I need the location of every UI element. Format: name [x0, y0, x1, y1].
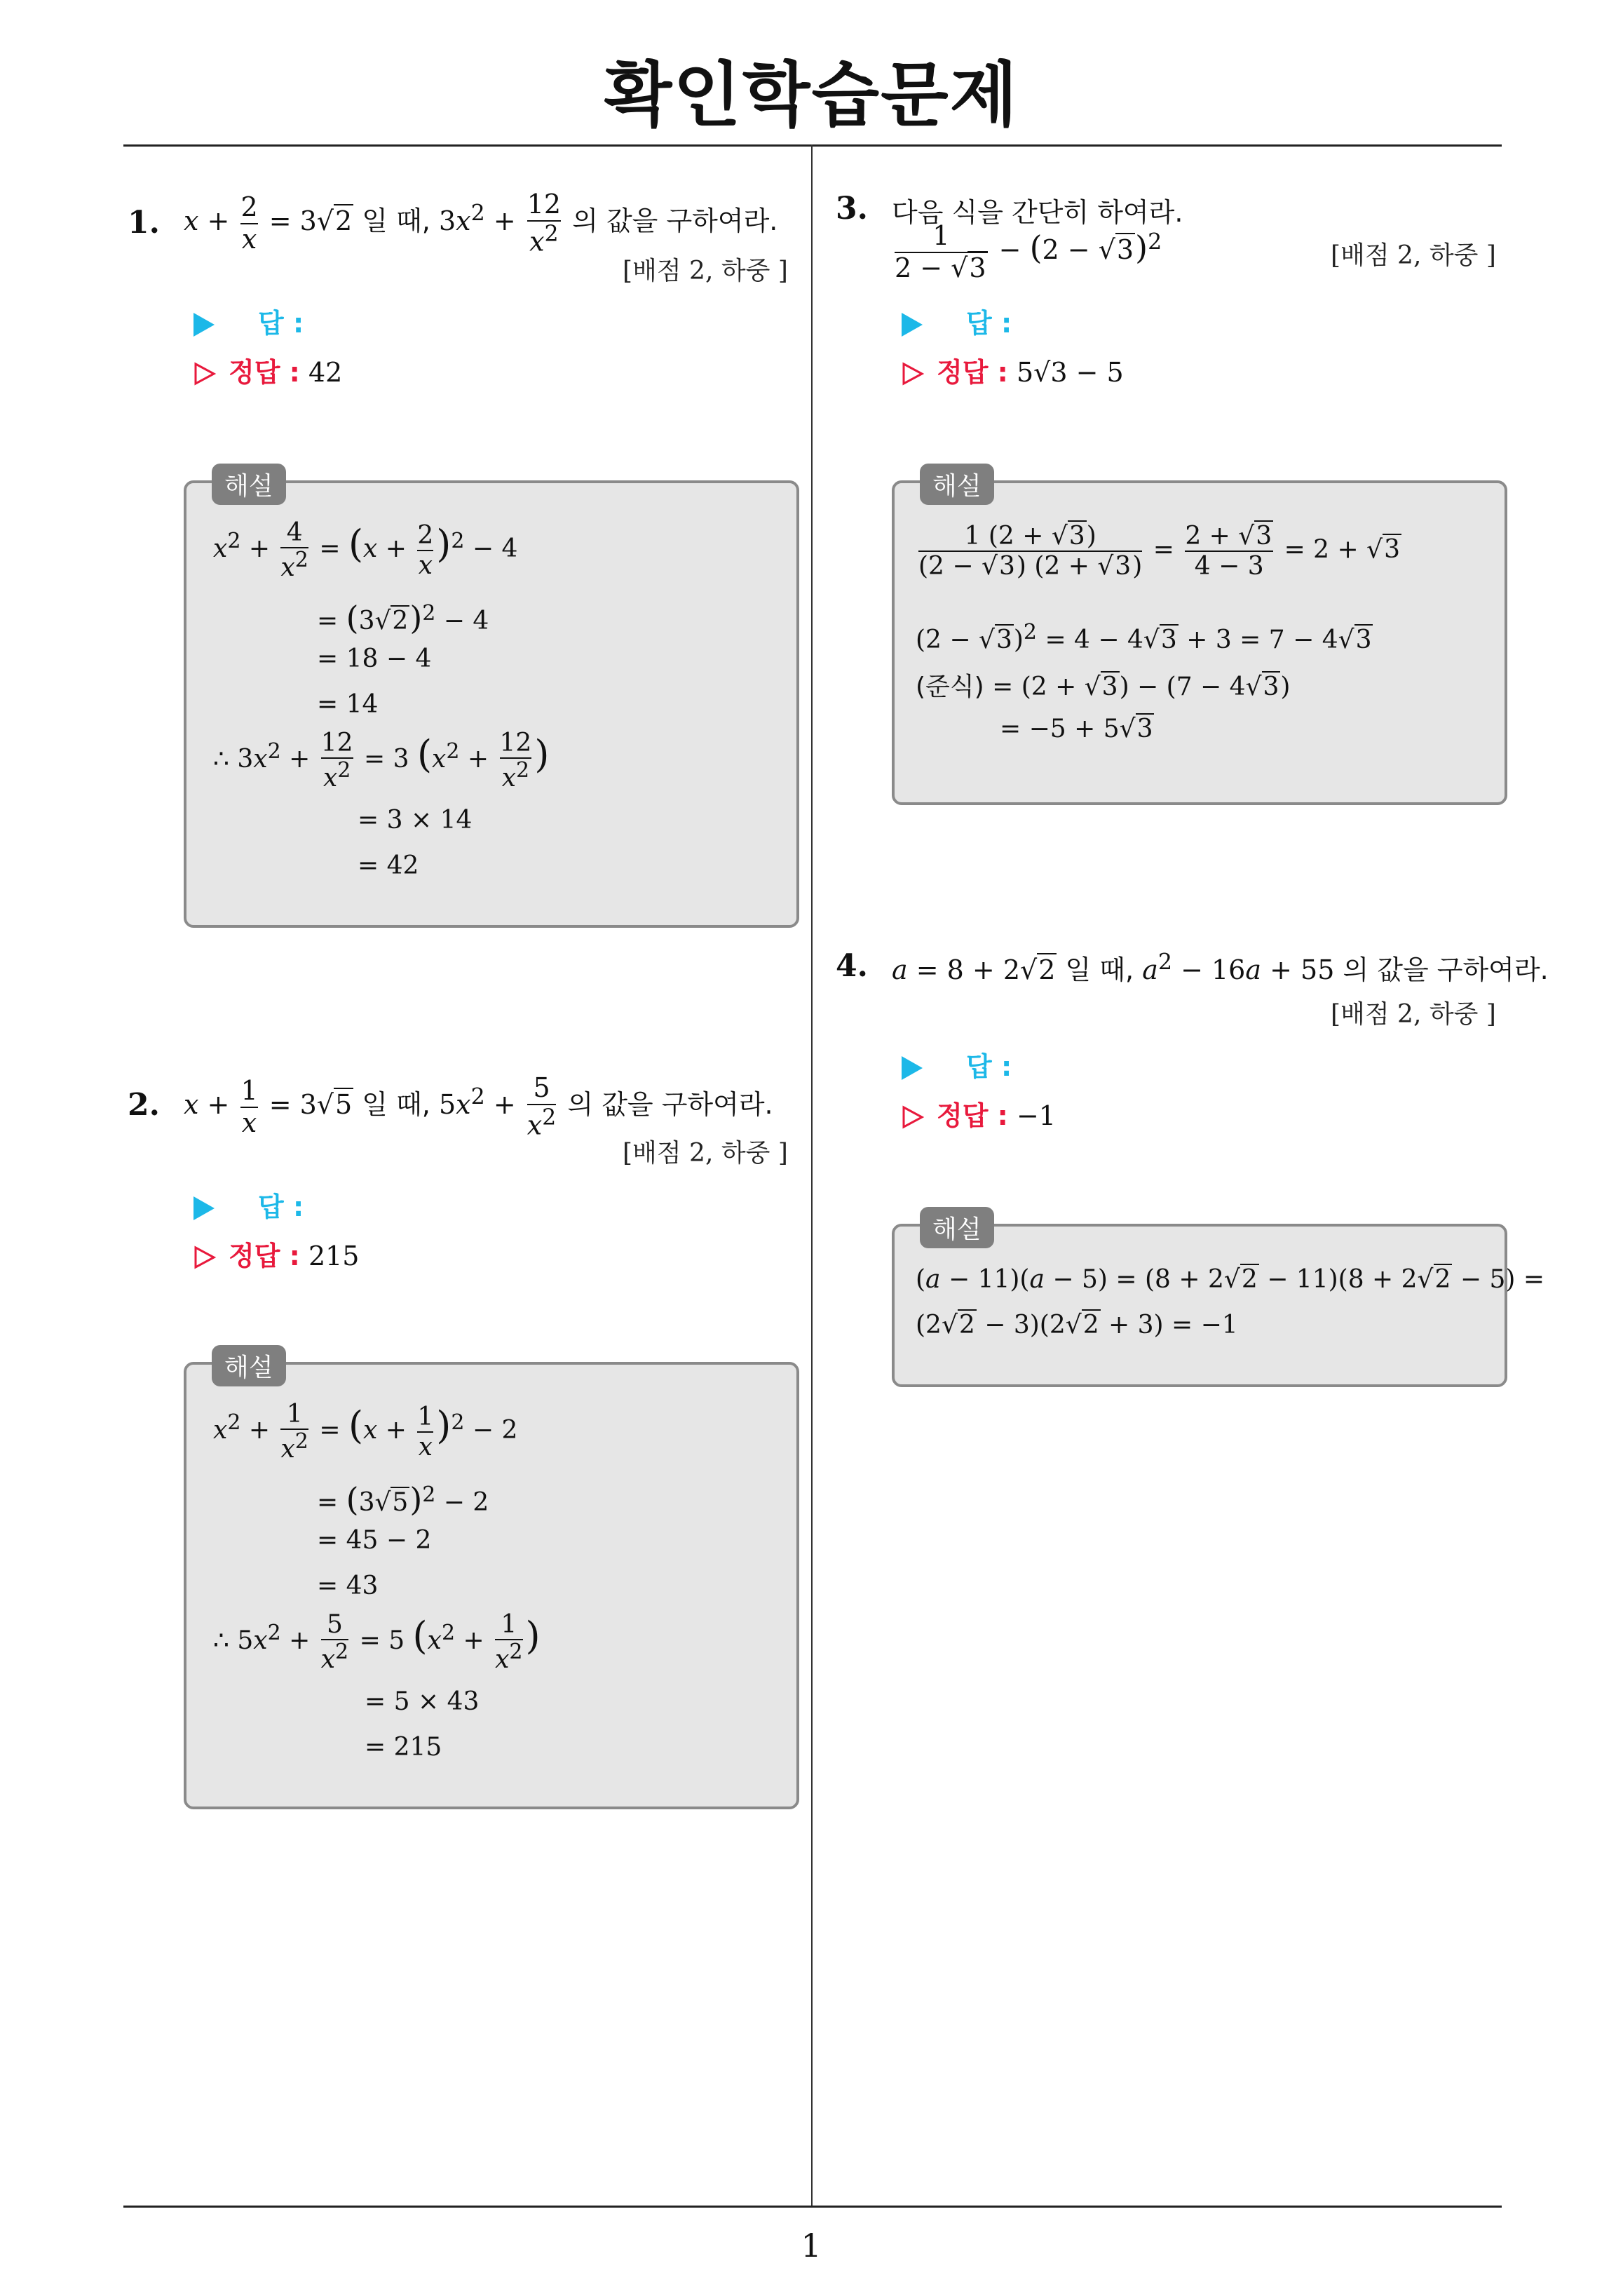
column-divider: [811, 144, 813, 2206]
correct-answer-row: [193, 1234, 359, 1273]
page-title: 확인학습문제: [604, 54, 1019, 136]
correct-label: 정답 :: [937, 1100, 1008, 1131]
correct-label: 정답 :: [229, 357, 300, 388]
question-suffix: 의 값을 구하여라.: [1343, 954, 1549, 985]
play-icon: [193, 313, 215, 337]
score-info: [배점 2, 하중 ]: [623, 1139, 788, 1168]
play-outline-icon: [193, 362, 216, 386]
solution-line: $(2 - √3)^2 = 4 - 4√3 + 3 = 7 - 4√3$: [916, 620, 1372, 654]
solution-line: = $(3√5)^2 - 2$: [317, 1480, 489, 1518]
question-suffix: 의 값을 구하여라.: [567, 1089, 773, 1121]
solution-line: = 18 − 4: [317, 644, 432, 673]
solution-tag: 해설: [212, 1345, 286, 1386]
solution-box: [184, 1353, 799, 1809]
solution-line: (a − 11)(a − 5) = (8 + 2√2 − 11)(8 + 2√2 − 5) =: [916, 1265, 1545, 1294]
page-number: 1: [801, 2227, 822, 2264]
solution-line: (준식) = (2 + √3) − (7 − 4√3): [916, 673, 1291, 701]
problem-number: 2.: [128, 1087, 160, 1123]
correct-answer-row: [193, 351, 342, 389]
problem-2-question: x + $\frac{1}{x}$ = 3√5 일 때, $5x^2$ + $\frac{5}{x^2}$ 의 값을 구하여라.: [184, 1072, 773, 1141]
answer-label: 답 :: [258, 308, 304, 339]
play-icon: [902, 313, 923, 337]
solution-line: ∴ $3x^2$ + $\frac{12}{x^2}$ = 3 ($x^2$ + $\frac{12}{x^2}$ ): [213, 729, 550, 793]
play-outline-icon: [902, 1105, 924, 1129]
solution-line: = 215: [365, 1733, 442, 1762]
correct-label: 정답 :: [229, 1241, 300, 1271]
play-icon: [193, 1196, 215, 1220]
solution-line: = 42: [358, 851, 419, 880]
solution-tag: 해설: [920, 464, 994, 505]
correct-answer-value: 5√3 − 5: [1016, 357, 1124, 388]
correct-label: 정답 :: [937, 357, 1008, 388]
solution-line: ∴ $5x^2$ + $\frac{5}{x^2}$ = 5 ($x^2$ + $\frac{1}{x^2}$ ): [213, 1610, 541, 1675]
solution-line: = $(3√2)^2 - 4$: [317, 599, 489, 637]
problem-3-question: 다음 식을 간단히 하여라.: [892, 197, 1183, 228]
answer-label: 답 :: [966, 308, 1012, 339]
solution-line: = 5 × 43: [365, 1687, 480, 1716]
solution-line: = 43: [317, 1572, 379, 1600]
header-rule: [123, 144, 1502, 147]
solution-line: = 3 × 14: [358, 806, 473, 835]
correct-answer-row: [902, 351, 1124, 389]
solution-tag: 해설: [212, 464, 286, 505]
condition-word: 일 때,: [362, 205, 430, 237]
problem-number: 3.: [836, 191, 868, 227]
problem-4-question: a = 8 + 2√2 일 때, $a^2 - 16a + 55$ 의 값을 구하여라.: [892, 950, 1549, 985]
solution-box: [892, 1215, 1545, 1387]
correct-answer-value: 215: [308, 1241, 360, 1271]
solution-tag: 해설: [920, 1207, 994, 1248]
answer-label: 답 :: [966, 1051, 1012, 1082]
condition-word: 일 때,: [362, 1089, 430, 1121]
correct-answer-row: [902, 1094, 1056, 1133]
score-info: [배점 2, 하중 ]: [623, 257, 788, 285]
solution-line: = 45 − 2: [317, 1526, 432, 1555]
answer-row: [902, 1045, 1012, 1083]
problem-number: 1.: [128, 205, 160, 241]
correct-answer-value: 42: [308, 357, 343, 388]
answer-label: 답 :: [258, 1191, 304, 1222]
condition-word: 일 때,: [1065, 954, 1134, 985]
original-expression-label: (준식): [916, 673, 984, 701]
footer-rule: [123, 2206, 1502, 2208]
problem-1-question: x + $\frac{2}{x}$ = 3√2 일 때, $3x^2$ + $\frac{12}{x^2}$ 의 값을 구하여라.: [184, 189, 778, 257]
correct-answer-value: −1: [1016, 1100, 1056, 1131]
play-outline-icon: [193, 1245, 216, 1269]
problem-3-expression: $\frac{1}{2 - √3}$ − $(2 - √3)^2$: [895, 220, 1162, 283]
solution-box: [184, 472, 799, 928]
solution-line: $x^2$ + $\frac{4}{x^2}$ = (x + $\frac{2}{x}$ )$^2$ − 4: [213, 518, 518, 583]
answer-row: [902, 302, 1012, 340]
problem-number: 4.: [836, 948, 868, 984]
solution-line: (2√2 − 3)(2√2 + 3) = −1: [916, 1311, 1238, 1339]
score-info: [배점 2, 하중 ]: [1331, 241, 1496, 270]
solution-line: $x^2$ + $\frac{1}{x^2}$ = (x + $\frac{1}{x}$ )$^2$ − 2: [213, 1400, 518, 1464]
play-outline-icon: [902, 362, 924, 386]
answer-row: [193, 302, 304, 340]
question-suffix: 의 값을 구하여라.: [572, 205, 778, 237]
answer-row: [193, 1185, 304, 1224]
play-icon: [902, 1056, 923, 1080]
solution-line: = 14: [317, 690, 379, 719]
solution-box: [892, 472, 1507, 805]
solution-line: = −5 + 5√3: [1000, 715, 1153, 743]
score-info: [배점 2, 하중 ]: [1331, 1000, 1496, 1029]
solution-line: $\frac{1 (2 + √3)}{(2 - √3) (2 + √3)}$ = $\frac{2 + √3}{4 - 3}$ = 2 + √3: [918, 522, 1400, 581]
